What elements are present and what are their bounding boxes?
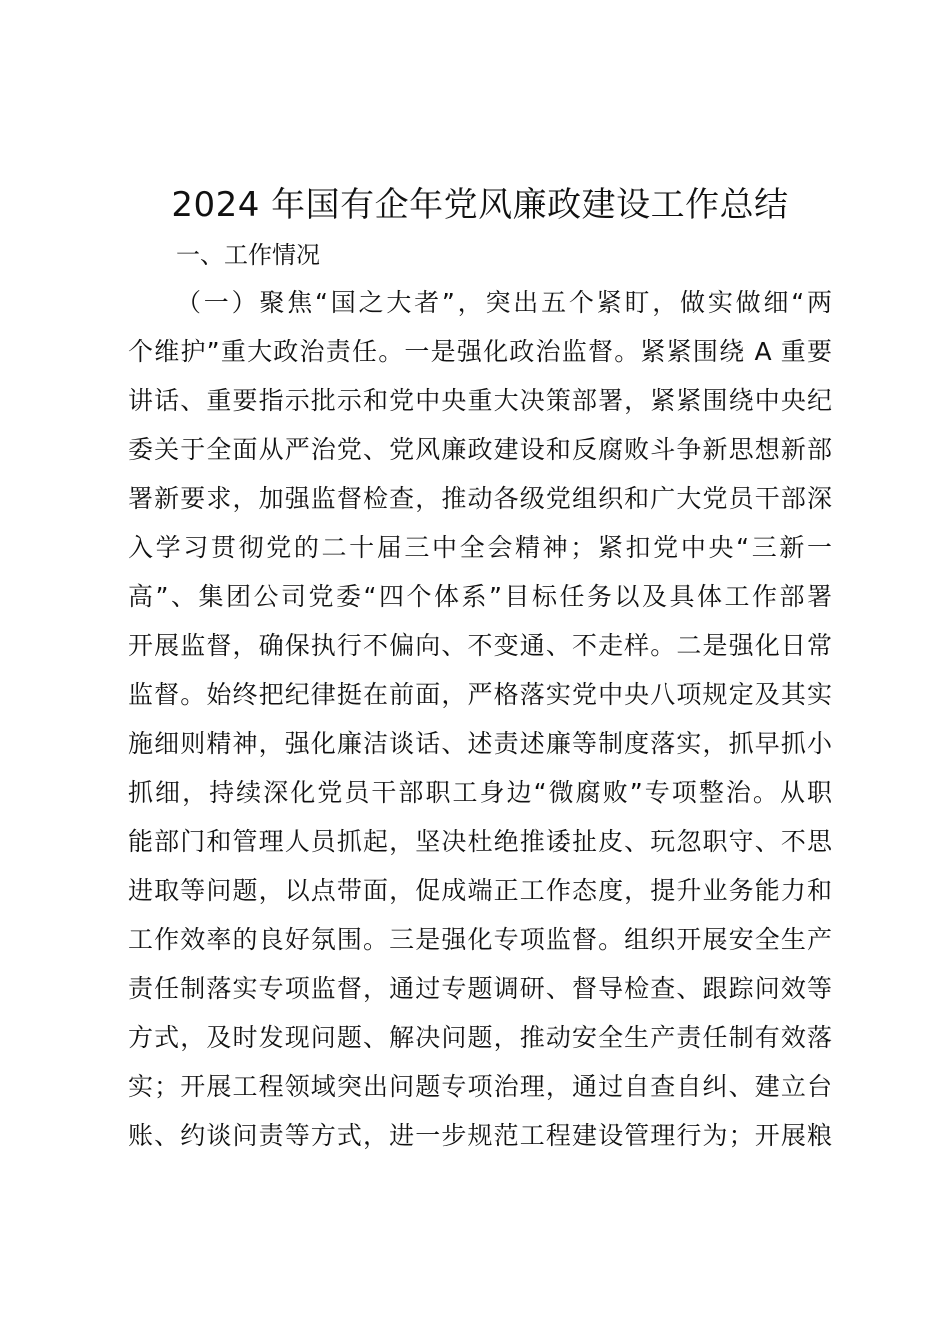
paragraph-line: 工作效率的良好氛围。三是强化专项监督。组织开展安全生产 bbox=[128, 925, 832, 954]
paragraph-line: 账、约谈问责等方式，进一步规范工程建设管理行为；开展粮 bbox=[128, 1121, 832, 1150]
paragraph-line: 施细则精神，强化廉洁谈话、述责述廉等制度落实，抓早抓小 bbox=[128, 729, 832, 758]
paragraph-line: 监督。始终把纪律挺在前面，严格落实党中央八项规定及其实 bbox=[128, 680, 832, 709]
paragraph-line: 进取等问题，以点带面，促成端正工作态度，提升业务能力和 bbox=[128, 876, 832, 905]
paragraph-line: 抓细，持续深化党员干部职工身边“微腐败”专项整治。从职 bbox=[128, 778, 832, 807]
paragraph-line: （一）聚焦“国之大者”，突出五个紧盯，做实做细“两 bbox=[176, 288, 832, 317]
paragraph-line: 入学习贯彻党的二十届三中全会精神；紧扣党中央“三新一 bbox=[128, 533, 832, 562]
paragraph-line: 开展监督，确保执行不偏向、不变通、不走样。二是强化日常 bbox=[128, 631, 832, 660]
paragraph-line: 能部门和管理人员抓起，坚决杜绝推诿扯皮、玩忽职守、不思 bbox=[128, 827, 832, 856]
paragraph-line: 讲话、重要指示批示和党中央重大决策部署，紧紧围绕中央纪 bbox=[128, 386, 832, 415]
paragraph-line: 方式，及时发现问题、解决问题，推动安全生产责任制有效落 bbox=[128, 1023, 832, 1052]
document-title: 2024 年国有企年党风廉政建设工作总结 bbox=[171, 185, 789, 225]
paragraph-line: 署新要求，加强监督检查，推动各级党组织和广大党员干部深 bbox=[128, 484, 832, 513]
paragraph-line: 高”、集团公司党委“四个体系”目标任务以及具体工作部署 bbox=[128, 582, 832, 611]
paragraph-line: 责任制落实专项监督，通过专题调研、督导检查、跟踪问效等 bbox=[128, 974, 832, 1003]
paragraph-line: 委关于全面从严治党、党风廉政建设和反腐败斗争新思想新部 bbox=[128, 435, 832, 464]
paragraph-line: 实；开展工程领域突出问题专项治理，通过自查自纠、建立台 bbox=[128, 1072, 832, 1101]
section-heading: 一、工作情况 bbox=[176, 241, 320, 269]
paragraph-line: 个维护”重大政治责任。一是强化政治监督。紧紧围绕 A 重要 bbox=[128, 337, 832, 366]
